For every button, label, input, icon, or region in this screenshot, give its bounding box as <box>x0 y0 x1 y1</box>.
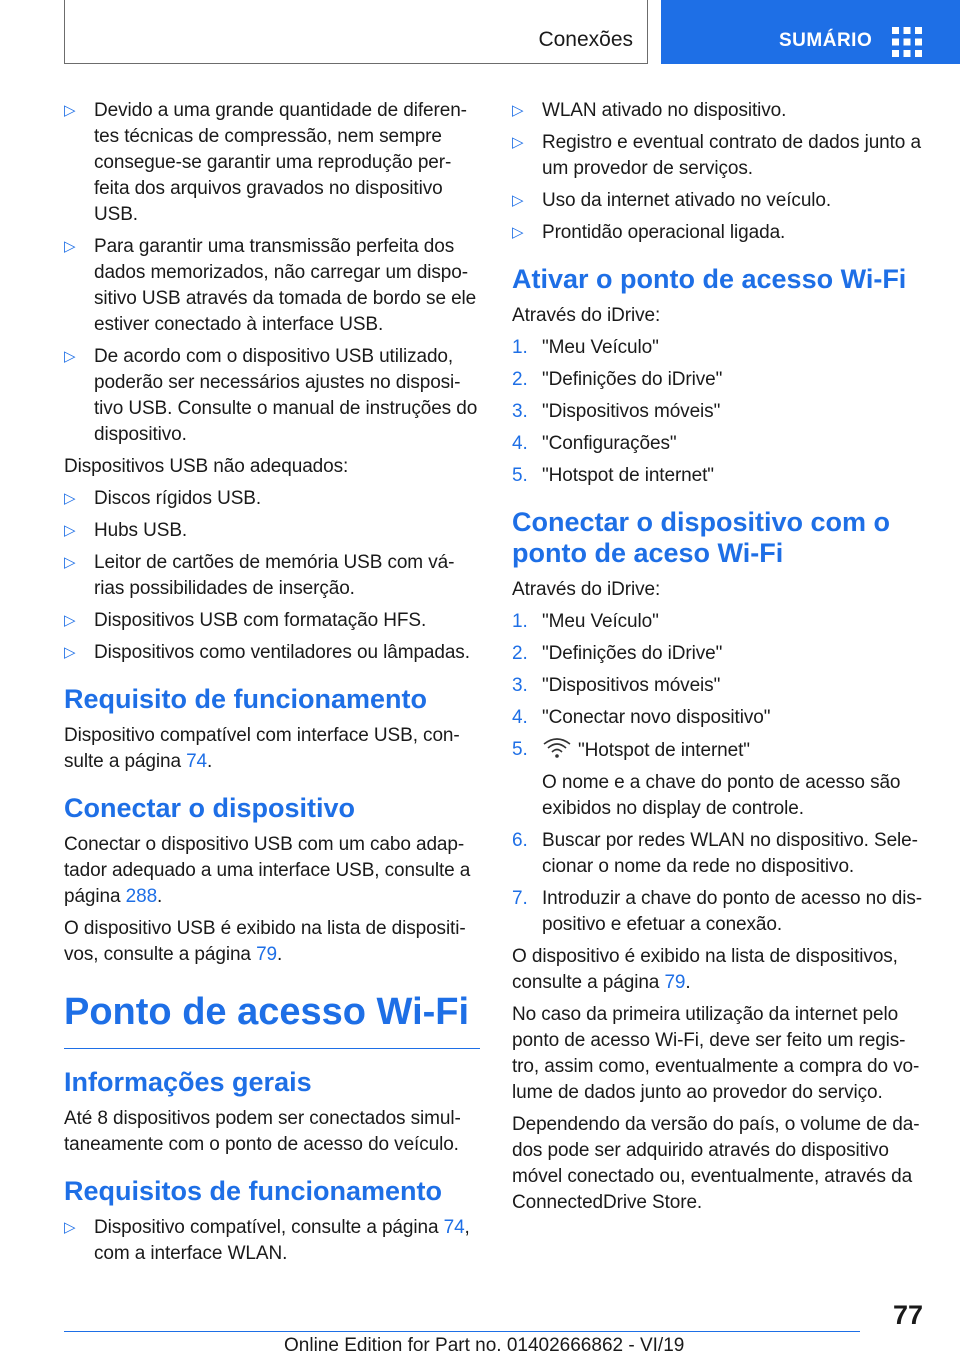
usb-notes-list <box>64 98 480 448</box>
triangle-bullet-icon: ▷ <box>512 134 524 151</box>
list-item: ▷ Dispositivo compatível, consulte a página 74, com a interface WLAN. <box>64 1217 470 1264</box>
step-item: 3. "Dispositivos móveis" <box>512 675 721 696</box>
list-item: ▷ WLAN ativado no dispositivo. <box>512 98 928 124</box>
list-item: ▷ Registro e eventual contrato de dados junto a um provedor de serviços. <box>512 132 921 179</box>
displayed-text: O dispositivo é exibido na lista de dispositivos, consulte a página 79. <box>512 946 898 993</box>
page-number: 77 <box>893 1300 924 1330</box>
grid-icon <box>892 27 922 57</box>
activate-steps <box>512 335 928 489</box>
list-item: ▷ De acordo com o dispositivo USB utilizado, poderão ser necessários ajustes no disposi-tivo USB. Consulte o manual de instruções do dispositivo. <box>64 346 478 445</box>
summary-label: SUMÁRIO <box>779 30 873 51</box>
page-link[interactable]: 79 <box>256 944 277 965</box>
unsuitable-intro: Dispositivos USB não adequados: <box>64 456 349 477</box>
step-note: O nome e a chave do ponto de acesso são exibidos no display de controle. <box>542 772 901 819</box>
triangle-bullet-icon: ▷ <box>512 224 524 241</box>
wifi-icon <box>542 737 572 759</box>
step-item: 1. "Meu Veículo" <box>512 611 659 632</box>
country-text: Dependendo da versão do país, o volume de da-dos pode ser adquirido através do dispositivo móvel conectado ou, eventualmente, através da ConnectedDrive Store. <box>512 1114 920 1213</box>
step-item: 4. "Configurações" <box>512 433 677 454</box>
requirements-list <box>64 1215 480 1267</box>
step-item: 2. "Definições do iDrive" <box>512 369 723 390</box>
summary-button[interactable] <box>661 0 960 64</box>
first-use-text: No caso da primeira utilização da internet pelo ponto de acesso Wi-Fi, deve ser feito um regis-tro, assim como, eventualmente a compra do vo-lume de dados junto ao provedor do serviço. <box>512 1004 920 1103</box>
heading-requirements: Requisitos de funcionamento <box>64 1176 443 1206</box>
page-link[interactable]: 74 <box>443 1217 465 1238</box>
step-item: 2. "Definições do iDrive" <box>512 643 723 664</box>
connect-text: Conectar o dispositivo USB com um cabo adap-tador adequado a uma interface USB, consulte a página 288. <box>64 834 471 907</box>
list-item: ▷ Devido a uma grande quantidade de diferen-tes técnicas de compressão, nem sempre consegue-se garantir uma reprodução per-feita dos arquivos gravados no dispositivo USB. <box>64 100 467 225</box>
unsuitable-devices-list <box>64 486 480 666</box>
heading-activate-hotspot: Ativar o ponto de acesso Wi-Fi <box>512 264 907 294</box>
heading-hotspot: Ponto de acesso Wi-Fi <box>64 990 480 1049</box>
step-item: 4. "Conectar novo dispositivo" <box>512 707 771 728</box>
step-item: 3. "Dispositivos móveis" <box>512 401 721 422</box>
section-title: Conexões <box>538 28 633 51</box>
requirement-text: Dispositivo compatível com interface USB, con-sulte a página 74. <box>64 725 460 772</box>
edition-text: Online Edition for Part no. 01402666862 - VI/19 <box>284 1335 685 1356</box>
via-idrive: Através do iDrive: <box>512 305 661 326</box>
page-link[interactable]: 288 <box>125 886 158 907</box>
list-item: ▷ Discos rígidos USB. <box>64 486 480 512</box>
left-column <box>64 98 480 1273</box>
right-column <box>512 98 928 1222</box>
heading-connect-device: Conectar o dispositivo <box>64 793 356 823</box>
triangle-bullet-icon: ▷ <box>512 192 524 209</box>
heading-general-info: Informações gerais <box>64 1067 312 1097</box>
triangle-bullet-icon: ▷ <box>64 490 76 507</box>
heading-requirement: Requisito de funcionamento <box>64 684 428 714</box>
triangle-bullet-icon: ▷ <box>64 644 76 661</box>
heading-connect-hotspot: Conectar o dispositivo com o ponto de aceso Wi-Fi <box>512 507 891 568</box>
triangle-bullet-icon: ▷ <box>64 102 76 119</box>
triangle-bullet-icon: ▷ <box>64 522 76 539</box>
triangle-bullet-icon: ▷ <box>64 348 76 365</box>
requirements-list-cont <box>512 98 928 246</box>
list-text: O dispositivo USB é exibido na lista de dispositi-vos, consulte a página 79. <box>64 918 466 965</box>
page-link[interactable]: 74 <box>186 751 208 772</box>
triangle-bullet-icon: ▷ <box>64 554 76 571</box>
page-link[interactable]: 79 <box>664 972 686 993</box>
footer-divider <box>64 1331 860 1332</box>
step-item: 7. Introduzir a chave do ponto de acesso no dis-positivo e efetuar a conexão. <box>512 888 922 935</box>
triangle-bullet-icon: ▷ <box>512 102 524 119</box>
list-item: ▷ Dispositivos USB com formatação HFS. <box>64 608 480 634</box>
step-item: 1. "Meu Veículo" <box>512 337 659 358</box>
general-text: Até 8 dispositivos podem ser conectados simul-taneamente com o ponto de acesso do veículo. <box>64 1108 461 1155</box>
list-item: ▷ Para garantir uma transmissão perfeita dos dados memorizados, não carregar um dispo-sitivo USB através da tomada de bordo se ele estiver conectado à interface USB. <box>64 236 477 335</box>
triangle-bullet-icon: ▷ <box>64 238 76 255</box>
header-section-box <box>64 0 648 64</box>
step-item: 5. "Hotspot de internet" O nome e a chave do ponto de acesso são exibidos no display de controle. <box>512 737 928 822</box>
list-item: ▷ Dispositivos como ventiladores ou lâmpadas. <box>64 640 480 666</box>
list-item: ▷ Prontidão operacional ligada. <box>512 220 928 246</box>
triangle-bullet-icon: ▷ <box>64 612 76 629</box>
triangle-bullet-icon: ▷ <box>64 1219 76 1236</box>
step-item: 5. "Hotspot de internet" <box>512 465 714 486</box>
list-item: ▷ Leitor de cartões de memória USB com vá-rias possibilidades de inserção. <box>64 552 455 599</box>
connect-steps <box>512 609 928 938</box>
step-item: 6. Buscar por redes WLAN no dispositivo. Sele-cionar o nome da rede no dispositivo. <box>512 830 918 877</box>
list-item: ▷ Hubs USB. <box>64 518 480 544</box>
via-idrive: Através do iDrive: <box>512 579 661 600</box>
list-item: ▷ Uso da internet ativado no veículo. <box>512 188 928 214</box>
